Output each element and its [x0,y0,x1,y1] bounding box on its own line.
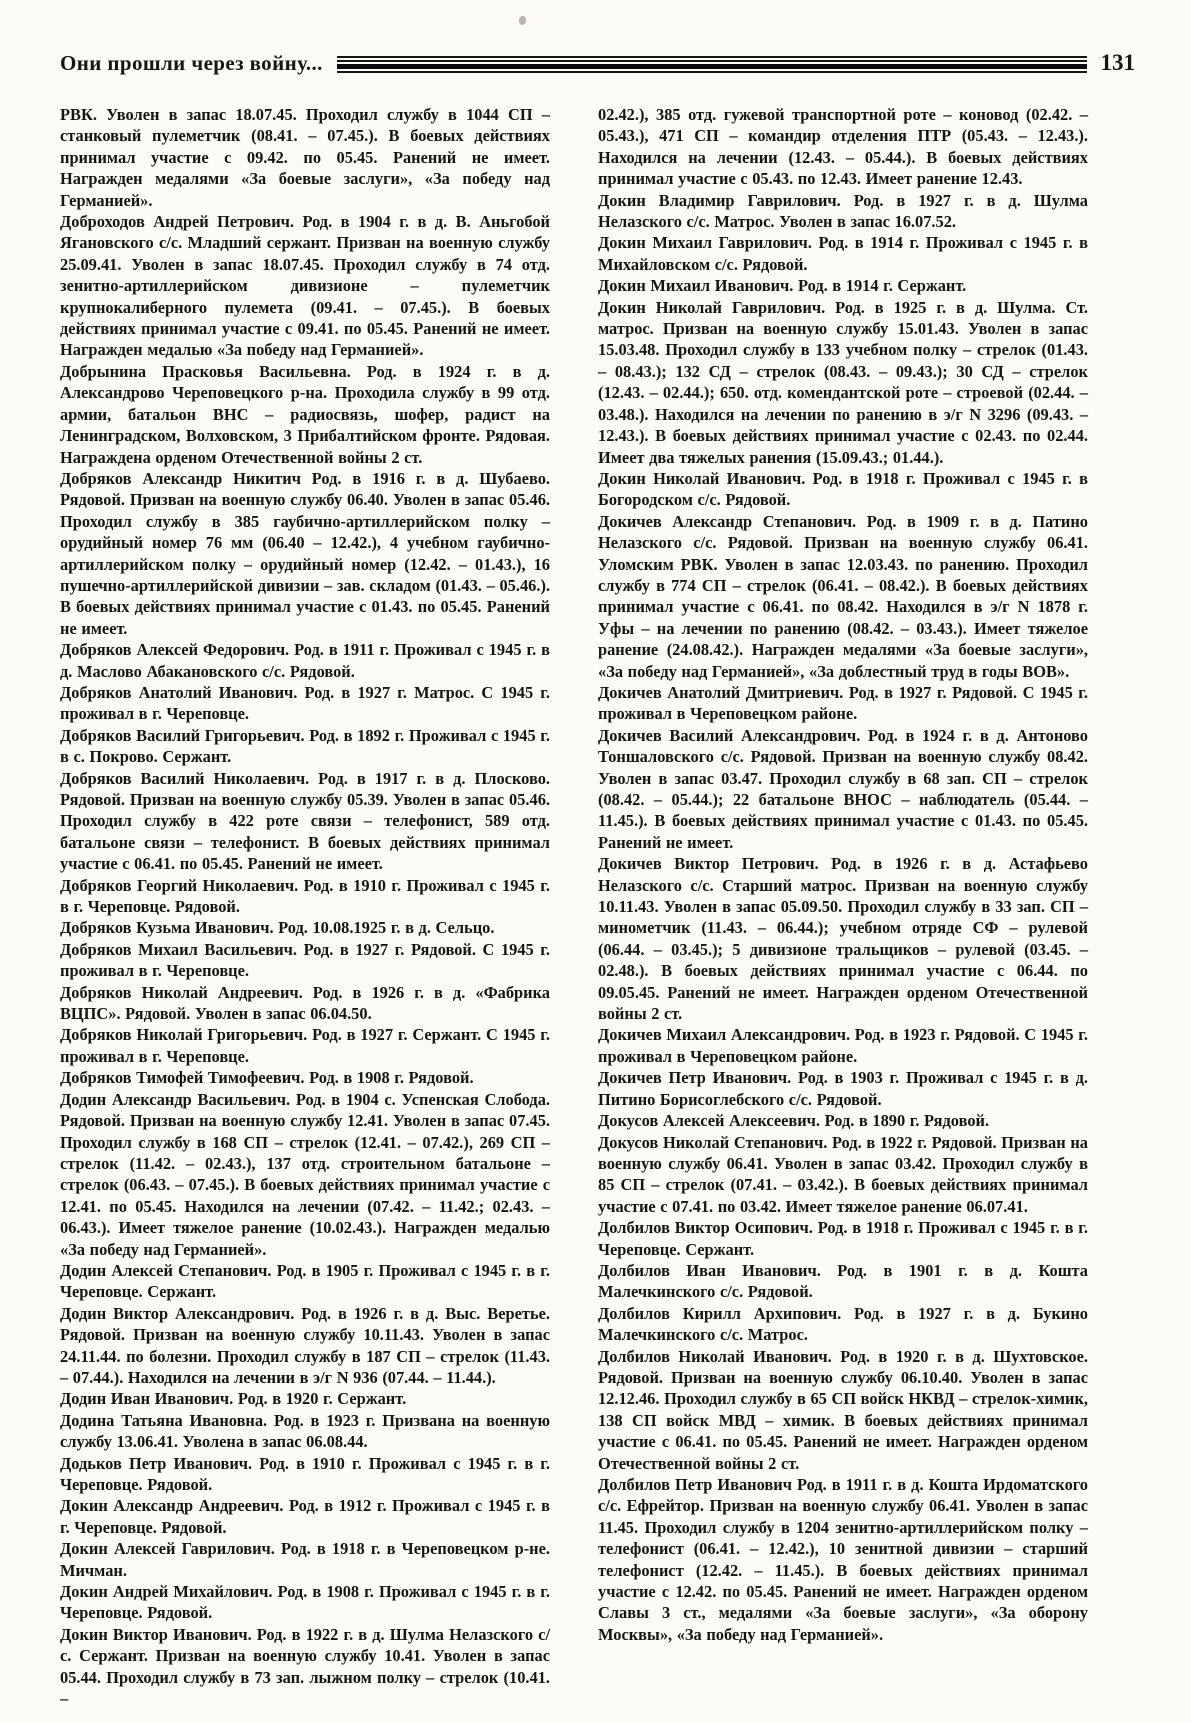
entry-paragraph: Докичев Михаил Александрович. Род. в 1923 г. Рядовой. С 1945 г. проживал в Череповецком районе. [598,1025,1088,1066]
left-column [60,104,550,1709]
entry-paragraph: Докин Владимир Гаврилович. Род. в 1927 г. в д. Шулма Нелазского с/с. Матрос. Уволен в запас 16.07.52. [598,190,1088,232]
entry-paragraph: Докин Виктор Иванович. Род. в 1922 г. в д. Шулма Нелазского с/с. Сержант. Призван на военную службу 10.41. Уволен в запас 05.44. Проходил службу в 73 зап. лыжном полку – стрелок (10.41. – [60,1624,550,1709]
entry-paragraph: 02.42.), 385 отд. гужевой транспортной роте – коновод (02.42. – 05.43.), 471 СП – командир отделения ПТР (05.43. – 12.43.). Находился на лечении (12.43. – 05.44.). В боевых действиях принимал участие с 05.43. по 12.43. Имеет ранение 12.43. [598,105,1088,189]
entry-paragraph: Додьков Петр Иванович. Род. в 1910 г. Проживал с 1945 г. в г. Череповце. Рядовой. [60,1453,550,1494]
entry-paragraph: Добряков Михаил Васильевич. Род. в 1927 г. Рядовой. С 1945 г. проживал в г. Череповце. [60,939,550,981]
entry-paragraph: Долбилов Петр Иванович Род. в 1911 г. в д. Кошта Ирдоматского с/с. Ефрейтор. Призван на военную службу 06.41. Уволен в запас 11.45. Проходил службу в 1204 зенитно-артиллерийском полку – телефонист (06.41. – 12.42.), 10 зенитной дивизии – старший телефонист (12.42. – 11.45.). В боевых действиях принимал участие с 12.42. по 05.45. Ранений не имеет. Награжден орденом Славы 3 ст., медалями «За боевые заслуги», «За оборону Москвы», «За победу над Германией». [598,1475,1088,1644]
entry-paragraph: Долбилов Николай Иванович. Род. в 1920 г. в д. Шухтовское. Рядовой. Призван на военную службу 06.10.40. Уволен в запас 12.12.46. Проходил службу в 65 СП войск НКВД – стрелок-химик, 138 СП войск МВД – химик. В боевых действиях принимал участие с 06.41. по 05.45. Ранений не имеет. Награжден орденом Отечественной войны 2 ст. [598,1346,1088,1473]
entry-paragraph: Додина Татьяна Ивановна. Род. в 1923 г. Призвана на военную службу 13.06.41. Уволена в запас 06.08.44. [60,1410,550,1452]
scan-speck-artifact [519,16,526,25]
entry-paragraph: Добряков Николай Григорьевич. Род. в 1927 г. Сержант. С 1945 г. проживал в г. Череповце. [60,1025,550,1066]
entry-paragraph: Докин Николай Гаврилович. Род. в 1925 г. в д. Шулма. Ст. матрос. Призван на военную службу 15.01.43. Уволен в запас 15.03.48. Проходил службу в 133 учебном полку – стрелок (01.43. – 08.43.); 132 СД – стрелок (08.43. – 09.43.); 30 СД – стрелок (12.43. – 02.44.); 650. отд. комендантской роте – строевой (02.44. – 03.48.). Находился на лечении по ранению в э/г N 3296 (09.43. – 12.43.). В боевых действиях принимал участие с 02.43. по 02.44. Имеет два тяжелых ранения (15.09.43.; 01.44.). [598,297,1088,467]
entry-paragraph: Добряков Алексей Федорович. Род. в 1911 г. Проживал с 1945 г. в д. Маслово Абакановского с/с. Рядовой. [60,640,550,681]
page-header [60,46,1135,80]
entry-paragraph: Докусов Николай Степанович. Род. в 1922 г. Рядовой. Призван на военную службу 06.41. Уволен в запас 03.42. Проходил службу в 85 СП – стрелок (07.41. – 03.42.). В боевых действиях принимал участие с 07.41. по 03.42. Имеет тяжелое ранение 06.07.41. [598,1132,1088,1216]
entry-paragraph: Додин Виктор Александрович. Род. в 1926 г. в д. Выс. Веретье. Рядовой. Призван на военную службу 10.11.43. Уволен в запас 24.11.44. по болезни. Проходил службу в 187 СП – стрелок (11.43. – 07.44.). Находился на лечении в э/г N 936 (07.44. – 11.44.). [60,1303,550,1387]
entry-paragraph: Докичев Анатолий Дмитриевич. Род. в 1927 г. Рядовой. С 1945 г. проживал в Череповецком районе. [598,682,1088,724]
entry-paragraph: Докин Михаил Иванович. Род. в 1914 г. Сержант. [598,276,967,296]
entry-paragraph: Додин Иван Иванович. Род. в 1920 г. Сержант. [60,1389,407,1409]
entry-paragraph: Докин Алексей Гаврилович. Род. в 1918 г. в Череповецком р-не. Мичман. [60,1539,550,1580]
entry-paragraph: Докин Александр Андреевич. Род. в 1912 г. Проживал с 1945 г. в г. Череповце. Рядовой. [60,1496,550,1537]
entry-paragraph: Докин Андрей Михайлович. Род. в 1908 г. Проживал с 1945 г. в г. Череповце. Рядовой. [60,1582,550,1623]
right-column [598,104,1088,1709]
entry-paragraph: Добряков Александр Никитич Род. в 1916 г. в д. Шубаево. Рядовой. Призван на военную службу 06.40. Уволен в запас 05.46. Проходил службу в 385 гаубично-артиллерийском полку – орудийный номер 76 мм (06.40 – 12.42.), 4 учебном гаубично-артиллерийском полку – орудийный номер (12.42. – 01.43.), 16 пушечно-артиллерийской дивизии – зав. складом (01.43. – 05.46.). В боевых действиях принимал участие с 01.43. по 05.45. Ранений не имеет. [60,468,550,638]
entry-paragraph: РВК. Уволен в запас 18.07.45. Проходил службу в 1044 СП – станковый пулеметчик (08.41. – 07.45.). В боевых действиях принимал участие с 09.42. по 05.45. Ранений не имеет. Награжден медалями «За боевые заслуги», «За победу над Германией». [60,105,550,210]
entry-paragraph: Доброходов Андрей Петрович. Род. в 1904 г. в д. В. Аньгобой Ягановского с/с. Младший сержант. Призван на военную службу 25.09.41. Уволен в запас 18.07.45. Проходил службу в 74 отд. зенитно-артиллерийском дивизионе – пулеметчик крупнокалиберного пулемета (09.41. – 07.45.). В боевых действиях принимал участие с 09.41. по 05.45. Ранений не имеет. Награжден медалью «За победу над Германией». [60,212,550,360]
page-title: Они прошли через войну... [60,50,323,75]
entry-paragraph: Добряков Василий Николаевич. Род. в 1917 г. в д. Плосково. Рядовой. Призван на военную службу 05.39. Уволен в запас 05.46. Проходил службу в 422 роте связи – телефонист, 589 отд. батальоне связи – телефонист. В боевых действиях принимал участие с 06.41. по 05.45. Ранений не имеет. [60,768,550,874]
entry-paragraph: Добряков Николай Андреевич. Род. в 1926 г. в д. «Фабрика ВЦПС». Рядовой. Уволен в запас 06.04.50. [60,982,550,1024]
entry-paragraph: Долбилов Кирилл Архипович. Род. в 1927 г. в д. Букино Малечкинского с/с. Матрос. [598,1303,1088,1345]
entry-paragraph: Докусов Алексей Алексеевич. Род. в 1890 г. Рядовой. [598,1111,990,1131]
entry-paragraph: Додин Александр Васильевич. Род. в 1904 с. Успенская Слобода. Рядовой. Призван на военную службу 12.41. Уволен в запас 07.45. Проходил службу в 168 СП – стрелок (12.41. – 07.42.), 269 СП – стрелок (11.42. – 02.43.), 137 отд. строительном батальоне – стрелок (06.43. – 07.45.). В боевых действиях принимал участие с 12.41. по 05.45. Находился на лечении (07.42. – 11.42.; 02.43. – 06.43.). Имеет тяжелое ранение (10.02.43.). Награжден медалью «За победу над Германией». [60,1089,550,1259]
header-rule [337,56,1087,73]
entry-paragraph: Докичев Виктор Петрович. Род. в 1926 г. в д. Астафьево Нелазского с/с. Старший матрос. Призван на военную службу 10.11.43. Уволен в запас 05.09.50. Проходил службу в 33 зап. СП – минометчик (11.43. – 06.44.); учебном отряде СФ – рулевой (06.44. – 03.45.); 5 дивизионе тральщиков – рулевой (03.45. – 02.48.). В боевых действиях принимал участие с 06.44. по 09.05.45. Ранений не имеет. Награжден орденом Отечественной войны 2 ст. [598,854,1088,1024]
entry-paragraph: Долбилов Виктор Осипович. Род. в 1918 г. Проживал с 1945 г. в г. Череповце. Сержант. [598,1218,1088,1259]
entry-paragraph: Добрынина Прасковья Васильевна. Род. в 1924 г. в д. Александрово Череповецкого р-на. Проходила службу в 99 отд. армии, батальон ВНС – радиосвязь, шофер, радист на Ленинградском, Волховском, 3 Прибалтийском фронте. Рядовая. Награждена орденом Отечественной войны 2 ст. [60,361,550,467]
entry-paragraph: Долбилов Иван Иванович. Род. в 1901 г. в д. Кошта Малечкинского с/с. Рядовой. [598,1260,1088,1302]
text-columns [60,104,1135,1709]
entry-paragraph: Добряков Георгий Николаевич. Род. в 1910 г. Проживал с 1945 г. в г. Череповце. Рядовой. [60,875,550,917]
entry-paragraph: Додин Алексей Степанович. Род. в 1905 г. Проживал с 1945 г. в г. Череповце. Сержант. [60,1260,550,1302]
entry-paragraph: Добряков Анатолий Иванович. Род. в 1927 г. Матрос. С 1945 г. проживал в г. Череповце. [60,682,550,724]
entry-paragraph: Докин Николай Иванович. Род. в 1918 г. Проживал с 1945 г. в Богородском с/с. Рядовой. [598,468,1088,510]
entry-paragraph: Докичев Александр Степанович. Род. в 1909 г. в д. Патино Нелазского с/с. Рядовой. Призван на военную службу 06.41. Уломским РВК. Уволен в запас 12.03.43. по ранению. Проходил службу в 774 СП – стрелок (06.41. – 08.42.). В боевых действиях принимал участие с 06.41. по 08.42. Находился в э/г N 1878 г. Уфы – на лечении по ранению (08.42. – 03.43.). Имеет тяжелое ранение (24.08.42.). Награжден медалями «За боевые заслуги», «За победу над Германией», «За доблестный труд в годы ВОВ». [598,511,1088,681]
entry-paragraph: Добряков Тимофей Тимофеевич. Род. в 1908 г. Рядовой. [60,1068,474,1088]
entry-paragraph: Добряков Кузьма Иванович. Род. 10.08.1925 г. в д. Сельцо. [60,918,495,938]
entry-paragraph: Добряков Василий Григорьевич. Род. в 1892 г. Проживал с 1945 г. в с. Покрово. Сержант. [60,725,550,767]
entry-paragraph: Докин Михаил Гаврилович. Род. в 1914 г. Проживал с 1945 г. в Михайловском с/с. Рядовой. [598,233,1088,274]
entry-paragraph: Докичев Петр Иванович. Род. в 1903 г. Проживал с 1945 г. в д. Питино Борисоглебского с/с. Рядовой. [598,1068,1088,1109]
page-number: 131 [1100,50,1135,75]
entry-paragraph: Докичев Василий Александрович. Род. в 1924 г. в д. Антоново Тоншаловского с/с. Рядовой. Призван на военную службу 08.42. Уволен в запас 03.47. Проходил службу в 68 зап. СП – стрелок (08.42. – 05.44.); 22 батальоне ВНОС – наблюдатель (05.44. – 11.45.). В боевых действиях принимал участие с 01.43. по 05.45. Ранений не имеет. [598,725,1088,852]
